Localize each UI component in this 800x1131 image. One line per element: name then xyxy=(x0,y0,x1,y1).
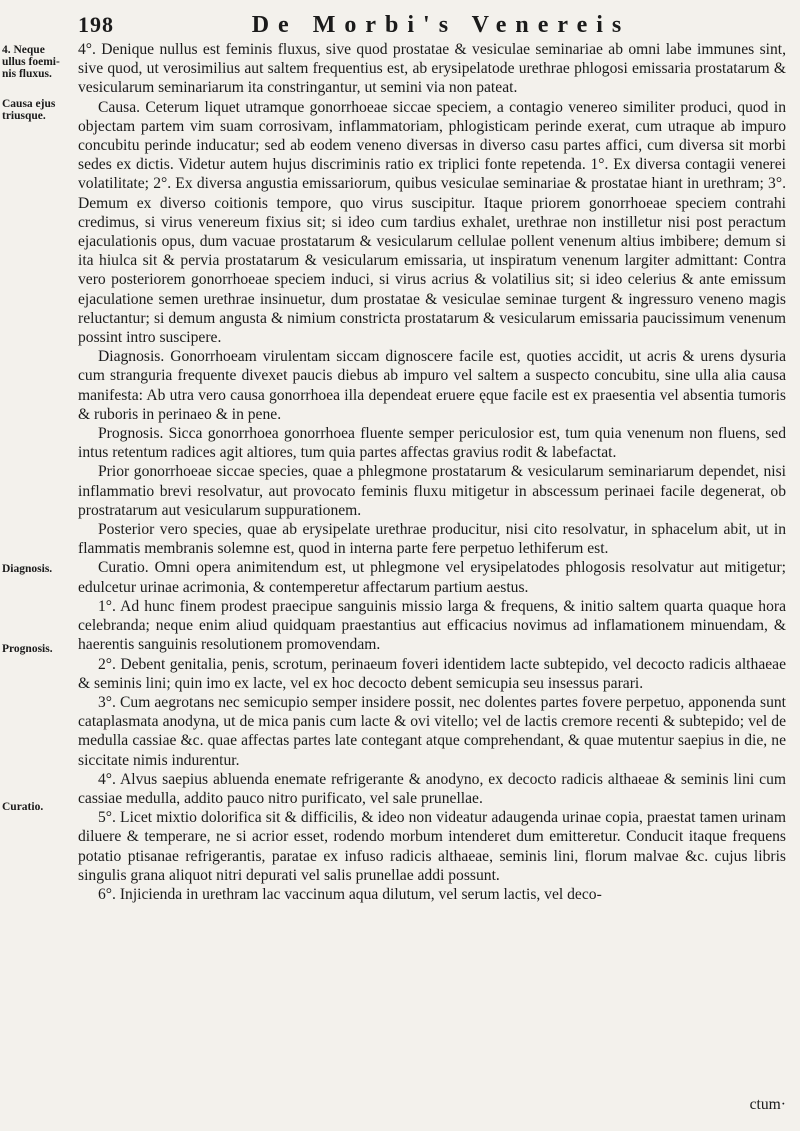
paragraph-item-6: 6°. Injicienda in urethram lac vaccinum aqua dilutum, vel serum lactis, vel deco- xyxy=(98,885,602,903)
margin-note-causa: Causa ejus triusque. xyxy=(2,98,56,122)
paragraph-causa: Causa. Ceterum liquet utramque gonorrhoeae siccae speciem, a contagio venereo similiter produci, quod in objectam partem vim suam corrosivam, inflammatoriam, phlogisticam perinde exerat, cum utraque ab impuro concubitu perinde inducatur; sed ab eodem veneno diversas in diverso casu partes affici, cum diversa sit morbi sedes ex dictis. Videtur autem hujus discriminis ratio ex triplici fonte repetenda. 1°. Ex diversa contagii venerei volatilitate; 2°. Ex diversa angustia emissariorum, quibus vesiculae seminariae & prostatae hiant in urethram; 3°. Demum ex diverso coitionis tempore, quo virus suscipitur. Itaque priorem gonorrhoeae speciem contrahi credimus, si virus venereum fixius sit; si ideo cum tardius exhalet, urethrae non instilletur nisi post peractum ejaculationis opus, dum vacuae prostatarum & vesicularum cellulae pollent venenum altius imbibere; demum si ita hiulca sit & pervia prostatarum & vesicularum emissaria, ut inspiratum venenum largiter admittant: Contra vero posteriorem gonorrhoeae speciem induci, si virus acrius & volatilius sit; si ideo celerius & ante emissum ejaculatione semen urethrae insinuetur, dum prostatae & vesiculae seminae turgent & ingressuro veneno magis reluctantur; si demum angusta & nimium constricta prostatarum & vesicularum emissaria paucissimum venenum possint intro suscipere. xyxy=(78,98,786,347)
paragraph-curatio: Curatio. Omni opera animitendum est, ut phlegmone vel erysipelatodes phlogosis resolvatur aut mitigetur; edulcetur urinae acrimonia, & contemperetur affectarum partium aestus. xyxy=(78,559,786,596)
page-header-title: De Morbi's Venereis xyxy=(251,12,631,38)
paragraph-item-1: 1°. Ad hunc finem prodest praecipue sanguinis missio larga & frequens, & initio saltem quarta quaque hora celebranda; neque enim aliud quidquam praestantius aut efficacius novimus ad inflamationem minuendam, & haerentis sanguinis resolutionem promovendam. xyxy=(78,597,786,654)
paragraph-item-5: 5°. Licet mixtio dolorifica sit & difficilis, & ideo non videatur adaugenda urinae copia, praestat tamen urinam diluere & temperare, ne si acrior esset, rodendo morbum intenderet dum emitteretur. Conducit itaque frequens potatio ptisanae refrigerantis, paratae ex infuso radicis althaeae, seminis lini, florum malvae &c. cujus libris singulis grana aliquot nitri depurati vel salis prunellae addi possunt. xyxy=(78,809,786,884)
catchword: ctum· xyxy=(749,1096,786,1113)
page-number: 198 xyxy=(78,12,114,37)
paragraph-posterior-species: Posterior vero species, quae ab erysipelate urethrae producitur, nisi cito resolvatur, in sphacelum abit, ut in flammatis membranis solemne est, quod in interna parte fere perpetuo lethiferum est. xyxy=(78,521,786,558)
paragraph-item-4: 4°. Alvus saepius abluenda enemate refrigerante & anodyno, ex decocto radicis althaeae & seminis lini cum cassiae medulla, addito pauco nitro purificato, vel sale prunellae. xyxy=(78,770,786,807)
body-text xyxy=(78,40,786,904)
margin-note-neque: 4. Neque ullus foeminis fluxus. xyxy=(2,44,60,80)
paragraph-prognosis: Prognosis. Sicca gonorrhoea gonorrhoea fluente semper periculosior est, tum quia venenum non fluens, sed intus retentum radices agit altiores, tum quia partes affectas gravius rodit & labefactat. xyxy=(78,425,786,462)
margin-note-prognosis: Prognosis. xyxy=(2,643,53,655)
margin-note-diagnosis: Diagnosis. xyxy=(2,563,53,575)
paragraph-neque: 4°. Denique nullus est feminis fluxus, sive quod prostatae & vesiculae seminariae ab omni labe immunes sint, sive quod, ut verosimilius aut saltem frequentius est, ab erysipelatode urethrae phlogosi emissaria prostatarum & vesicularum seminariarum ita constringantur, ut semini via non pateat. xyxy=(78,41,786,97)
paragraph-item-3: 3°. Cum aegrotans nec semicupio semper insidere possit, nec dolentes partes fovere perpetuo, apponenda sunt cataplasmata anodyna, ut de mica panis cum lacte & ovi vitello; vel de lactis cremore recenti & subtepido; vel de medulla cassiae &c. quae affectas partes late contegant atque comprehendant, & quae mutentur saepius in die, ne siccitate nimis indurentur. xyxy=(78,693,786,769)
paragraph-item-2: 2°. Debent genitalia, penis, scrotum, perinaeum foveri identidem lacte subtepido, vel decocto radicis althaeae & seminis lini; quin imo ex lacte, vel ex hoc decocto debent semicupia seu insessus parari. xyxy=(78,655,786,692)
margin-note-curatio: Curatio. xyxy=(2,801,44,813)
paragraph-prior-species: Prior gonorrhoeae siccae species, quae a phlegmone prostatarum & vesicularum seminariarum dependet, nisi inflammatio brevi resolvatur, aut provocato feminis fluxu mitigetur in abscessum perinaei facile degenerat, ob prostratarum aut vesicularum suppurationem. xyxy=(78,463,786,519)
running-head xyxy=(0,8,800,38)
paragraph-diagnosis: Diagnosis. Gonorrhoeam virulentam siccam dignoscere facile est, quoties accidit, ut acris & urens dysuria cum stranguria frequente divexet paucis diebus ab impuro vel saltem a suspecto concubitu, sine ulla alia causa manifesta: Ab utra vero causa gonorrhoea illa dependeat eruere ęque facile est ex praesentia vel absentia tumoris & ruboris in perinaeo & in pene. xyxy=(78,348,786,423)
